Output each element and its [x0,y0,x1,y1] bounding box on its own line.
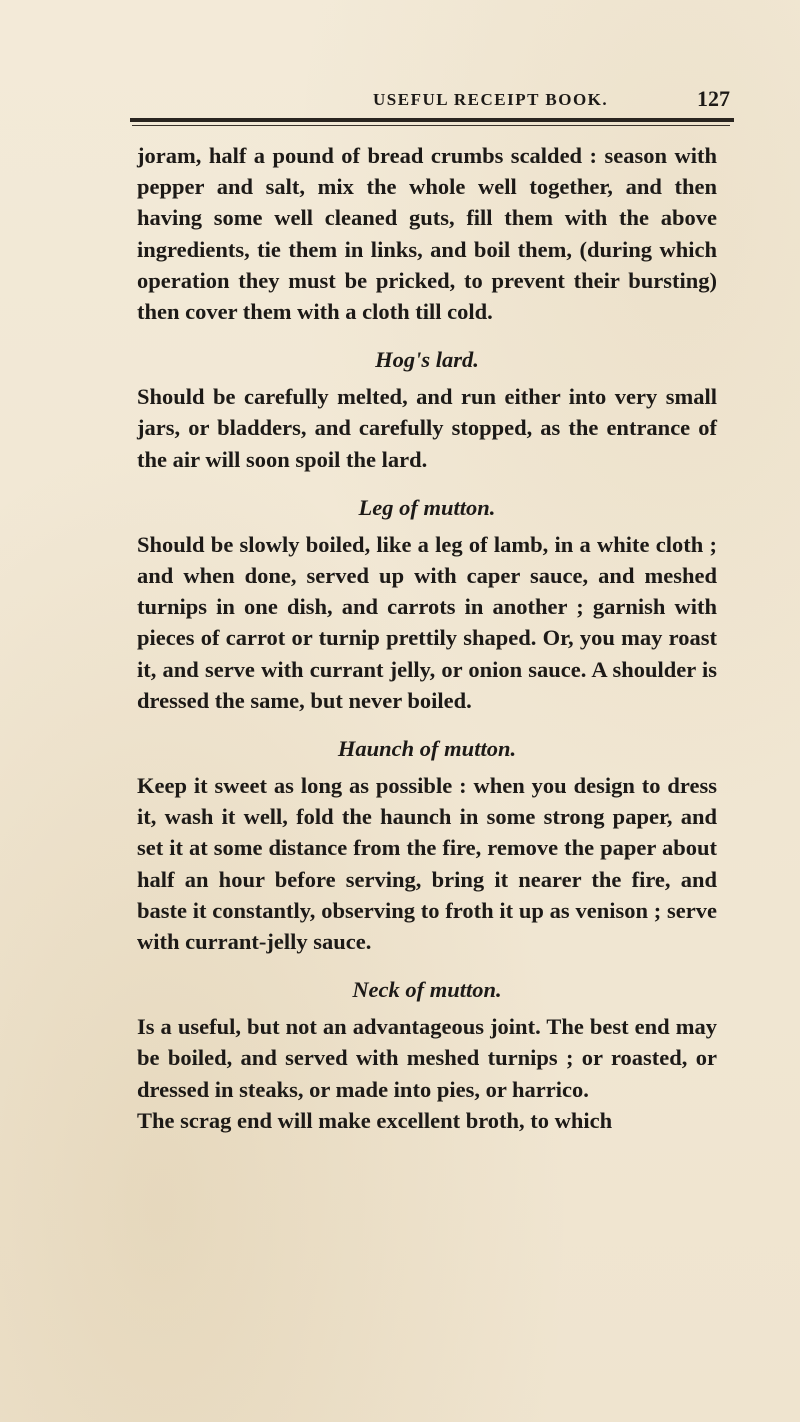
page-number: 127 [697,86,730,111]
heading-haunch-of-mutton: Haunch of mutton. [337,736,517,762]
running-title: USEFUL RECEIPT BOOK. [373,90,609,109]
heading-neck-of-mutton: Neck of mutton. [352,977,502,1003]
header-rule-thin [132,125,730,126]
paragraph-leg-of-mutton: Should be slowly boiled, like a leg of lamb, in a white cloth ; and when done, served up with caper sauce, and meshed turnips in one dish, and carrots in another ; garnish with pieces of carrot or turnip prettily shaped. Or, you may roast it, and serve with currant jelly, or onion sauce. A shoulder is dressed the same, but never boiled. [137,531,717,713]
paragraph-neck-of-mutton-scrag: The scrag end will make excellent broth, to which [137,1107,613,1133]
opening-paragraph: joram, half a pound of bread crumbs scalded : season with pepper and salt, mix the whole well together, and then having some well cleaned guts, fill them with the above ingredients, tie them in links, and boil them, (during which operation they must be pricked, to prevent their bursting) then cover them with a cloth till cold. [137,143,717,325]
heading-leg-of-mutton: Leg of mutton. [358,494,496,520]
paragraph-haunch-of-mutton: Keep it sweet as long as possible : when you design to dress it, wash it well, fold the haunch in some strong paper, and set it at some distance from the fire, remove the paper about half an hour before serving, bring it nearer the fire, and baste it constantly, observing to froth it up as venison ; serve with currant-jelly sauce. [137,773,717,955]
heading-hogs-lard: Hog's lard. [375,347,479,373]
header-rule-thick [130,118,734,122]
running-head [0,86,800,114]
paragraph-neck-of-mutton: Is a useful, but not an advantageous joint. The best end may be boiled, and served with meshed turnips ; or roasted, or dressed in steaks, or made into pies, or harrico. [137,1014,717,1102]
body-text [137,140,717,1136]
paragraph-hogs-lard: Should be carefully melted, and run either into very small jars, or bladders, and carefully stopped, as the entrance of the air will soon spoil the lard. [137,384,717,472]
